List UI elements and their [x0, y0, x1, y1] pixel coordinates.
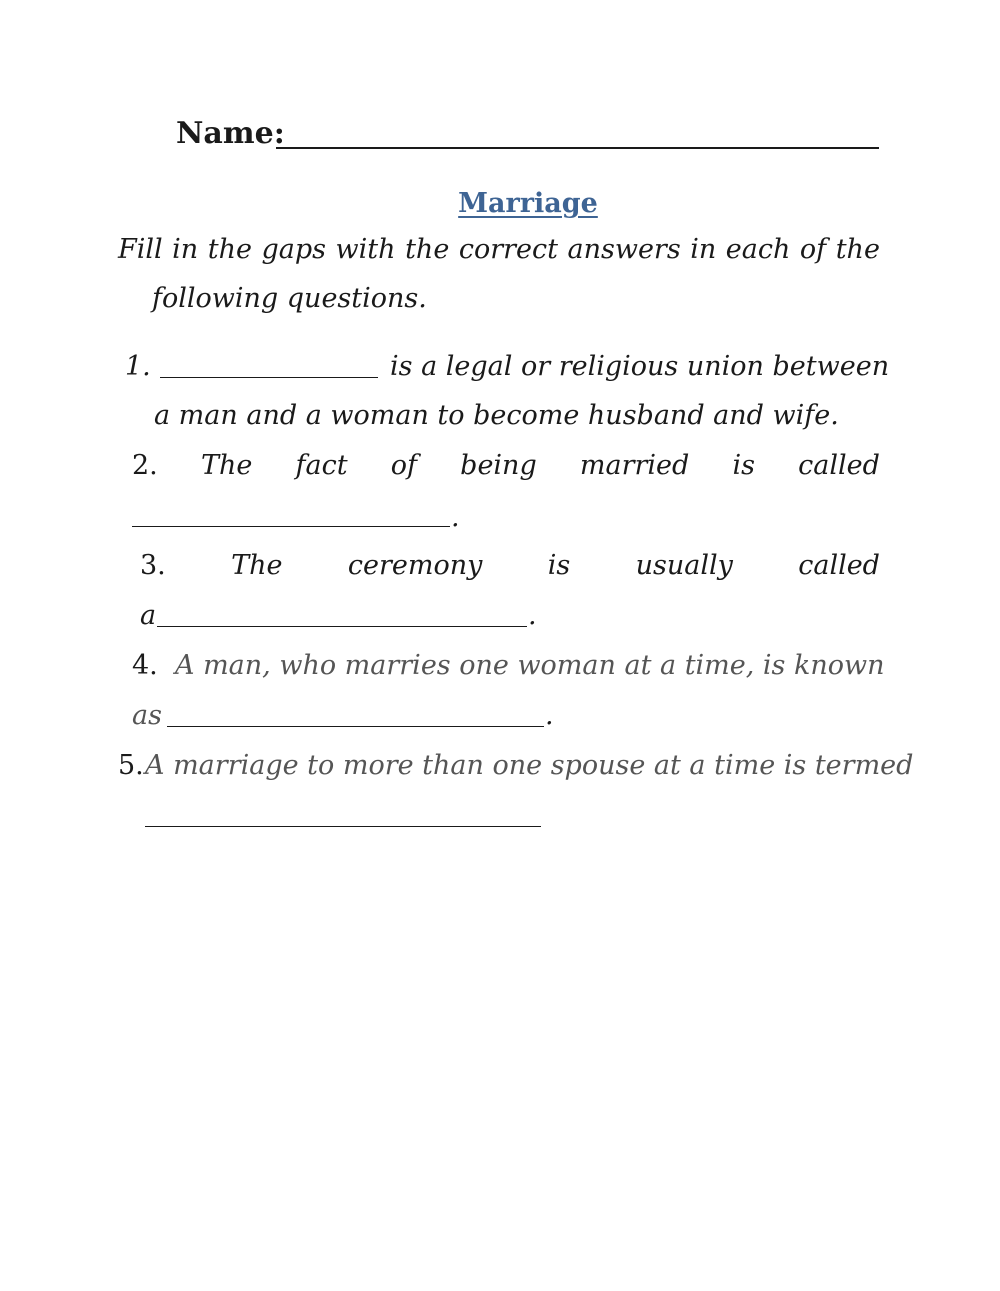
question-5-number [118, 748, 144, 784]
instruction-word: Fill [118, 234, 163, 265]
question-5-blank[interactable] [145, 826, 541, 827]
instruction-word: the [835, 234, 880, 265]
instruction-word: the [207, 234, 252, 265]
instruction-word: in [172, 234, 199, 265]
worksheet-title: Marriage [458, 188, 598, 219]
question-1-line-2: a man and a woman to become husband and wife. [154, 400, 839, 431]
question-word: The [200, 450, 253, 481]
question-1-blank[interactable] [160, 377, 378, 378]
question-4-number [132, 648, 158, 684]
question-4-end: . [545, 700, 554, 731]
question-word: usually [635, 550, 733, 581]
question-word: being [460, 450, 537, 481]
question-2-line-1 [132, 448, 880, 484]
instruction-word: answers [567, 234, 681, 265]
name-field[interactable] [176, 112, 881, 156]
question-4-line-1: A man, who marries one woman at a time, is known [175, 650, 885, 681]
question-number: 2. [132, 450, 158, 481]
question-5-line-1: A marriage to more than one spouse at a time is termed [145, 750, 914, 781]
instruction-word: of [799, 234, 827, 265]
instruction-word: correct [458, 234, 558, 265]
instruction-word: gaps [261, 234, 327, 265]
question-3-end: . [528, 600, 537, 631]
question-word: is [732, 450, 755, 481]
question-2-blank[interactable] [132, 526, 450, 527]
question-1-line-1: is a legal or religious union between [390, 351, 890, 382]
question-3-line-1 [140, 548, 880, 584]
instruction-word: each [725, 234, 791, 265]
question-3-blank[interactable] [157, 626, 527, 627]
question-word: The [231, 550, 283, 581]
question-4-blank[interactable] [167, 726, 544, 727]
question-word: is [547, 550, 571, 581]
question-word: of [390, 450, 417, 481]
question-2-end: . [451, 502, 460, 533]
question-number: 3. [140, 550, 166, 581]
question-word: called [798, 450, 880, 481]
question-1-number [125, 349, 151, 385]
question-word: ceremony [347, 550, 483, 581]
instruction-word: in [690, 234, 717, 265]
question-word: married [579, 450, 690, 481]
name-blank[interactable] [276, 147, 879, 149]
name-label: Name: [176, 116, 285, 151]
question-number: 4. [132, 650, 158, 681]
question-4-prefix: as [132, 700, 162, 731]
question-3-prefix: a [140, 600, 157, 631]
instructions-line-1 [118, 232, 880, 268]
instruction-word: with [335, 234, 396, 265]
question-number: 1. [125, 351, 151, 382]
question-word: called [798, 550, 880, 581]
instructions-line-2: following questions. [152, 283, 427, 314]
question-word: fact [295, 450, 348, 481]
instruction-word: the [405, 234, 450, 265]
question-number: 5. [118, 750, 144, 781]
